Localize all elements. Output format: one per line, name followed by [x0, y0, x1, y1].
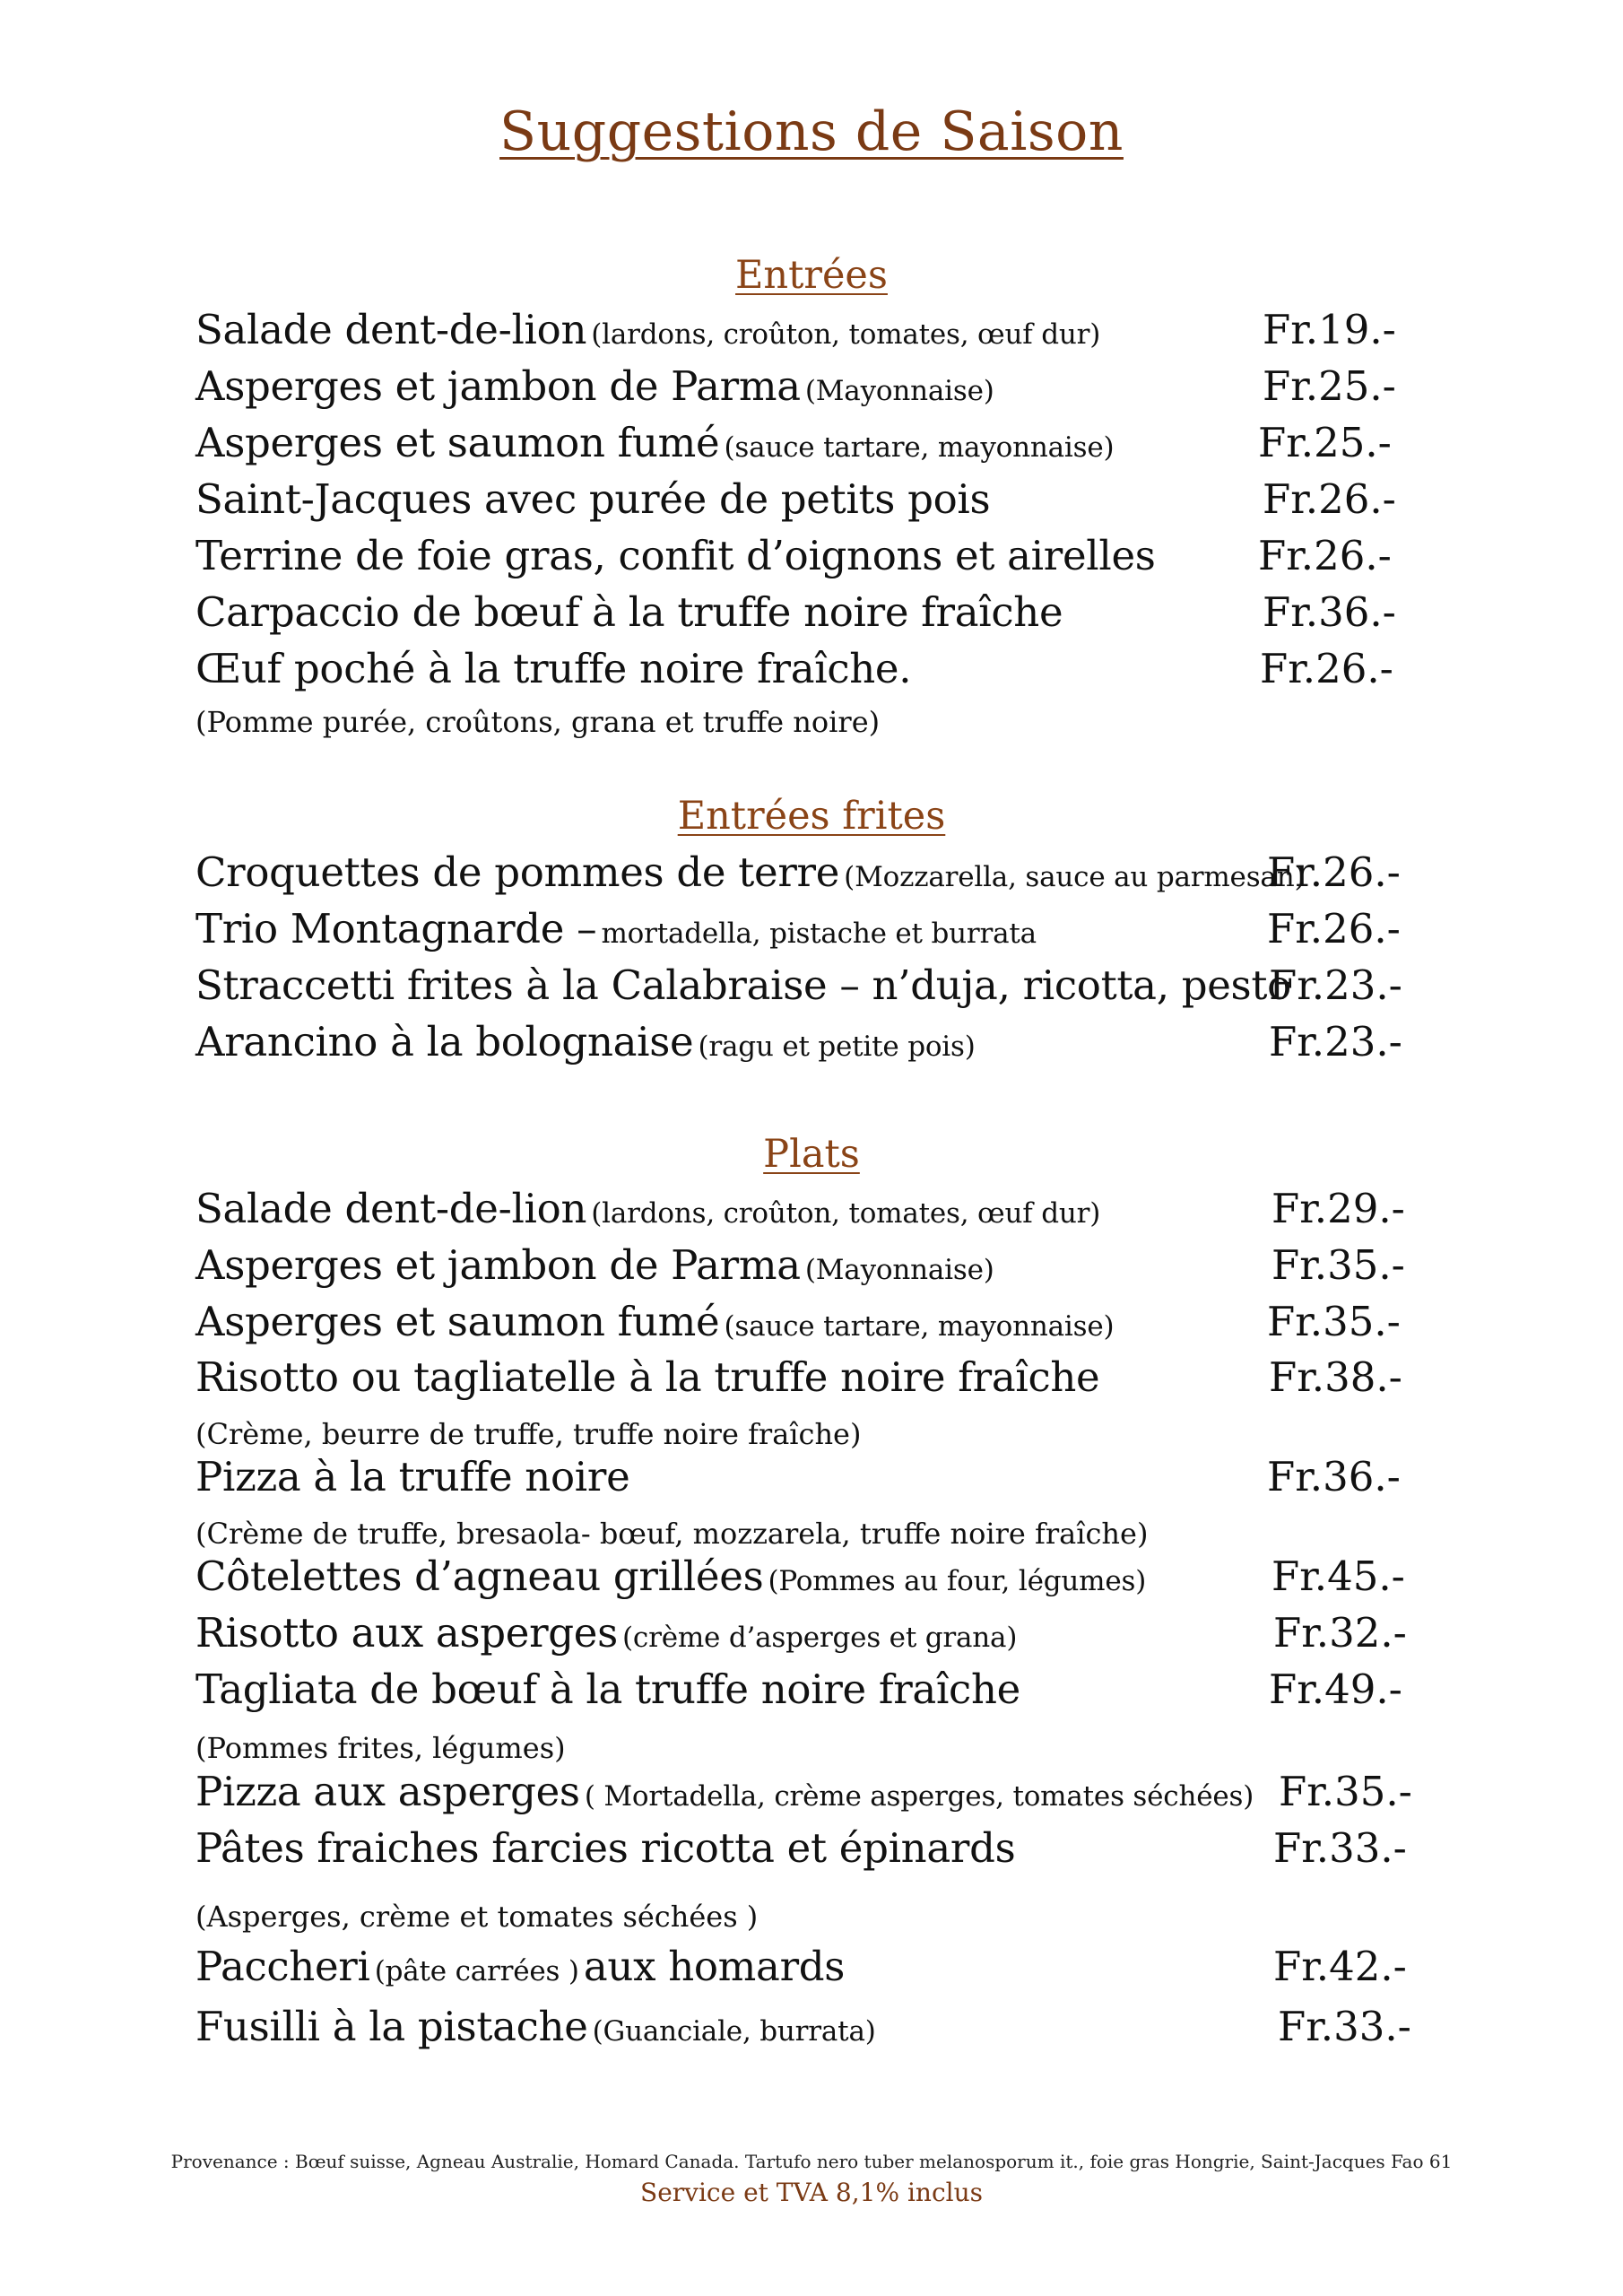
item-description: (pâte carrées ): [374, 1955, 579, 1987]
item-name: Arancino à la bolognaise: [195, 1018, 694, 1065]
item-description: (sauce tartare, mayonnaise): [724, 1310, 1115, 1343]
item-description: (Mayonnaise): [804, 1254, 994, 1286]
item-name: Saint-Jacques avec purée de petits pois: [195, 475, 991, 523]
item-note: (Crème, beurre de truffe, truffe noire fraîche): [195, 1417, 862, 1451]
item-price: Fr.25.-: [1263, 362, 1396, 410]
item-price: Fr.38.-: [1269, 1353, 1402, 1401]
item-price: Fr.36.-: [1263, 588, 1396, 636]
item-description: (ragu et petite pois): [698, 1031, 976, 1063]
menu-item: [195, 1665, 1433, 1718]
item-price: Fr.23.-: [1269, 961, 1402, 1009]
item-name: Salade dent-de-lion: [195, 306, 587, 353]
item-description: (Guanciale, burrata): [592, 2015, 876, 2048]
item-description: mortadella, pistache et burrata: [601, 918, 1037, 950]
item-name: Asperges et saumon fumé: [195, 1298, 720, 1345]
item-description: (lardons, croûton, tomates, œuf dur): [591, 318, 1101, 351]
item-name: Asperges et jambon de Parma: [195, 1241, 801, 1289]
item-name: Salade dent-de-lion: [195, 1185, 587, 1232]
item-name: Straccetti frites à la Calabraise – n’duja, ricotta, pesto: [195, 961, 1291, 1009]
menu-item: [195, 305, 1433, 359]
item-name: Risotto aux asperges: [195, 1609, 618, 1657]
menu-item: [195, 1942, 1433, 1996]
item-name: Carpaccio de bœuf à la truffe noire fraîche: [195, 588, 1063, 636]
item-name: Pizza aux asperges: [195, 1768, 580, 1815]
item-name: Pizza à la truffe noire: [195, 1453, 630, 1500]
item-name: Paccheri: [195, 1943, 370, 1990]
item-description: (Mozzarella, sauce au parmesan): [844, 861, 1306, 893]
menu-item: [195, 1608, 1433, 1662]
menu-item: [195, 1552, 1433, 1605]
menu-item: [195, 1823, 1433, 1877]
item-note: (Crème de truffe, bresaola- bœuf, mozzarela, truffe noire fraîche): [195, 1517, 1149, 1551]
footer-service-tva: Service et TVA 8,1% inclus: [640, 2178, 983, 2207]
menu-item: [195, 1452, 1433, 1506]
item-price: Fr.26.-: [1267, 848, 1401, 896]
item-name: Œuf poché à la truffe noire fraîche.: [195, 645, 912, 692]
menu-item: [195, 2002, 1433, 2056]
item-price: Fr.32.-: [1273, 1609, 1407, 1657]
item-price: Fr.45.-: [1271, 1552, 1405, 1600]
item-description: (sauce tartare, mayonnaise): [724, 431, 1115, 464]
menu-item: [195, 587, 1433, 641]
item-price: Fr.42.-: [1273, 1943, 1407, 1990]
page-title: Suggestions de Saison: [499, 100, 1124, 163]
item-price: Fr.29.-: [1271, 1185, 1405, 1232]
item-price: Fr.26.-: [1263, 475, 1396, 523]
menu-item: [195, 961, 1433, 1014]
item-price: Fr.26.-: [1260, 645, 1393, 692]
item-name: Risotto ou tagliatelle à la truffe noire fraîche: [195, 1353, 1100, 1401]
menu-item: [195, 1767, 1433, 1821]
menu-item: [195, 1297, 1433, 1351]
item-name: Pâtes fraiches farcies ricotta et épinards: [195, 1824, 1016, 1872]
menu-item: [195, 1240, 1433, 1294]
menu-item: [195, 848, 1433, 901]
menu-item: [195, 1352, 1433, 1406]
item-note: (Pommes frites, légumes): [195, 1731, 566, 1765]
item-description: (Mayonnaise): [804, 375, 994, 407]
item-price: Fr.19.-: [1263, 306, 1396, 353]
item-name: Tagliata de bœuf à la truffe noire fraîche: [195, 1665, 1020, 1713]
item-description: (crème d’asperges et grana): [622, 1622, 1018, 1654]
menu-item: [195, 1184, 1433, 1238]
item-description: (Pommes au four, légumes): [768, 1565, 1147, 1597]
item-price: Fr.35.-: [1271, 1241, 1405, 1289]
item-name: Fusilli à la pistache: [195, 2003, 588, 2050]
item-name: Trio Montagnarde –: [195, 905, 597, 952]
item-name: Croquettes de pommes de terre: [195, 848, 840, 896]
section-title-entrees-frites: Entrées frites: [677, 794, 946, 839]
item-note: (Pomme purée, croûtons, grana et truffe noire): [195, 705, 881, 739]
item-price: Fr.35.-: [1279, 1768, 1412, 1815]
item-price: Fr.26.-: [1258, 532, 1392, 579]
item-price: Fr.26.-: [1267, 905, 1401, 952]
menu-item: [195, 418, 1433, 472]
item-price: Fr.36.-: [1267, 1453, 1401, 1500]
item-price: Fr.35.-: [1267, 1298, 1401, 1345]
item-price: Fr.33.-: [1273, 1824, 1407, 1872]
item-name: Côtelettes d’agneau grillées: [195, 1552, 764, 1600]
menu-item: [195, 361, 1433, 415]
item-name: Asperges et jambon de Parma: [195, 362, 801, 410]
item-price: Fr.25.-: [1258, 419, 1392, 466]
footer-provenance: Provenance : Bœuf suisse, Agneau Australie, Homard Canada. Tartufo nero tuber melanosporum it., foie gras Hongrie, Saint-Jacques Fao 61: [170, 2151, 1453, 2172]
menu-item: [195, 474, 1433, 528]
menu-item: [195, 1017, 1433, 1071]
item-price: Fr.33.-: [1278, 2003, 1411, 2050]
item-price: Fr.23.-: [1269, 1018, 1402, 1065]
item-description: (lardons, croûton, tomates, œuf dur): [591, 1197, 1101, 1230]
menu-item: [195, 531, 1433, 585]
item-note: (Asperges, crème et tomates séchées ): [195, 1900, 759, 1934]
item-name: Asperges et saumon fumé: [195, 419, 720, 466]
item-price: Fr.49.-: [1269, 1665, 1402, 1713]
section-title-plats: Plats: [763, 1132, 860, 1177]
menu-item: [195, 644, 1433, 698]
item-name: Terrine de foie gras, confit d’oignons et airelles: [195, 532, 1156, 579]
section-title-entrees: Entrées: [735, 253, 888, 298]
menu-item: [195, 904, 1433, 958]
item-name-continued: aux homards: [583, 1943, 846, 1990]
item-description: ( Mortadella, crème asperges, tomates séchées): [584, 1780, 1254, 1813]
